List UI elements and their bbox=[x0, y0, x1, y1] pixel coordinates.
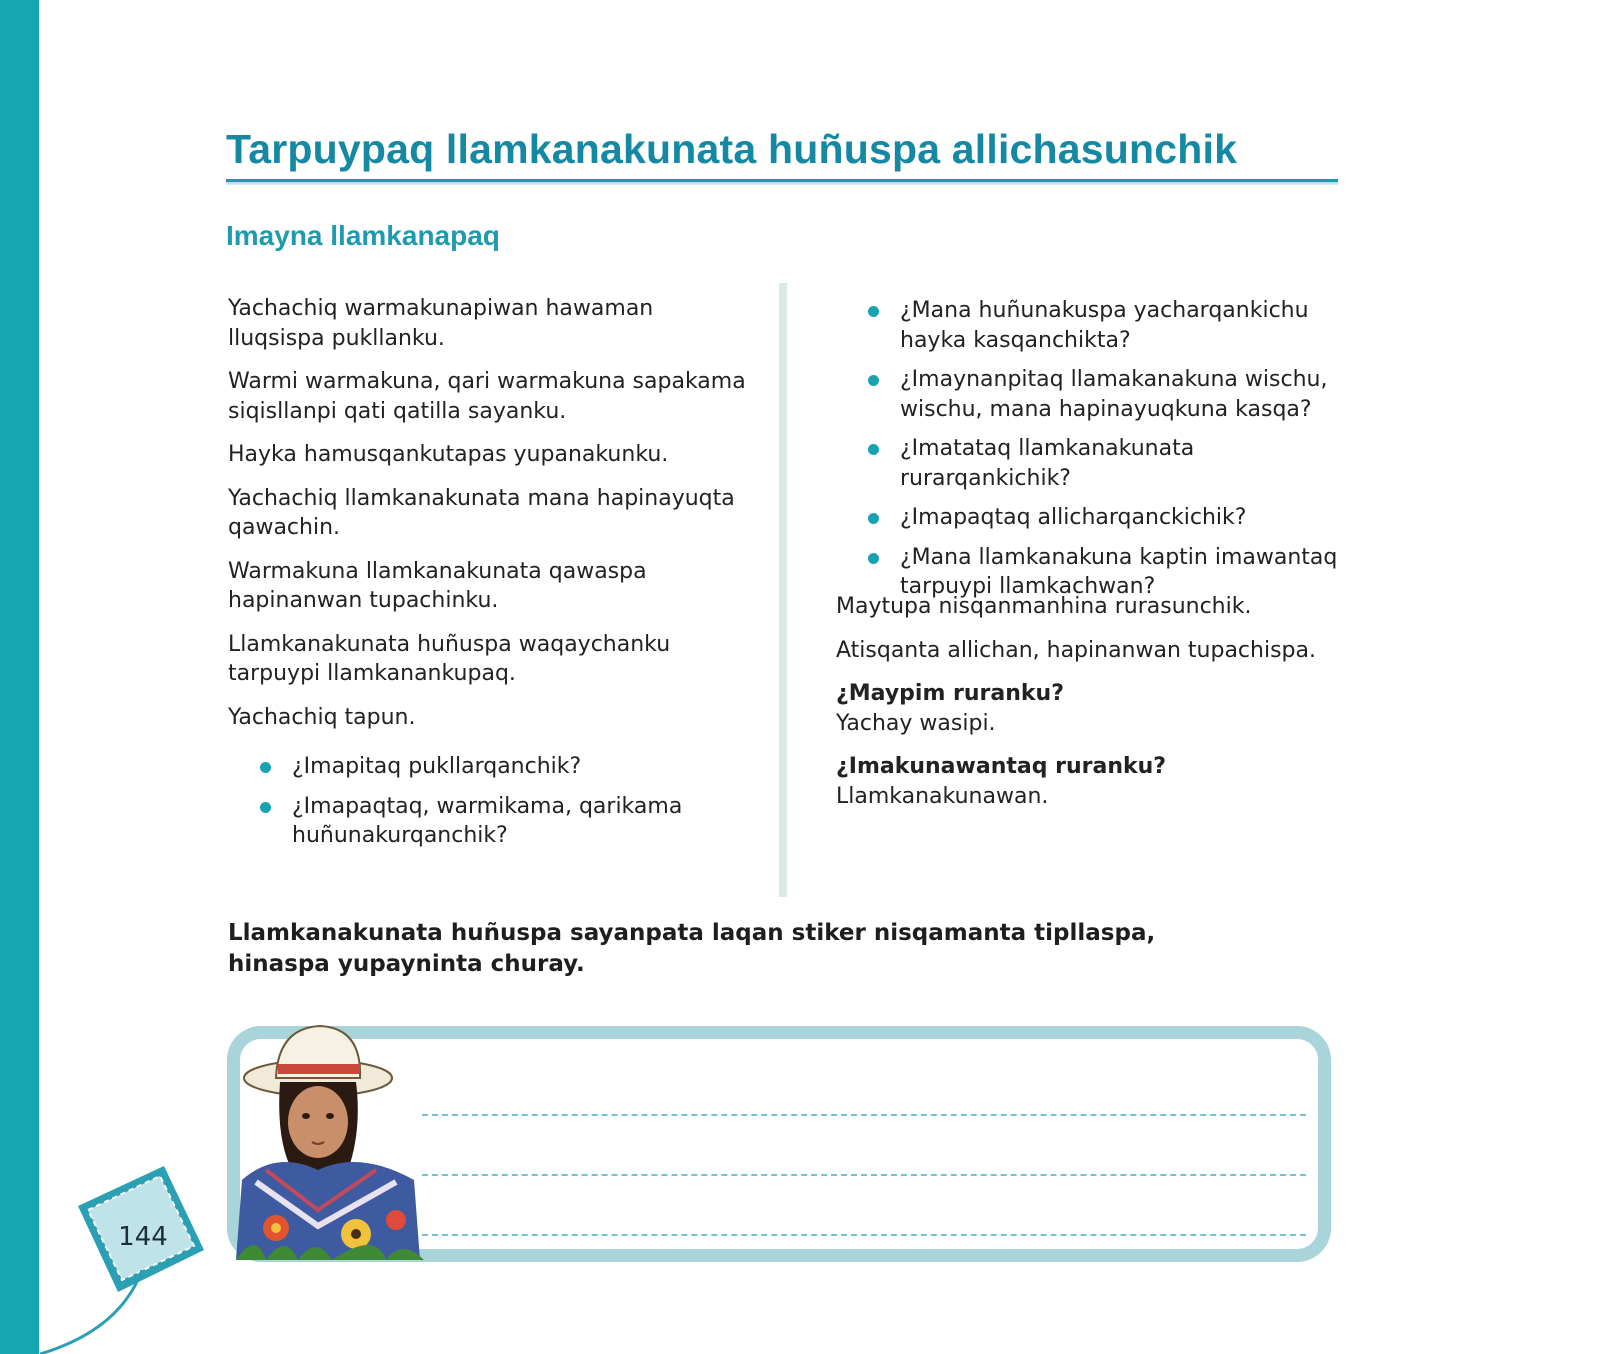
left-paragraph-4: Yachachiq llamkanakunata mana hapinayuqta qawachin. bbox=[228, 485, 735, 540]
qa-block-2 bbox=[836, 752, 1336, 811]
writing-line[interactable] bbox=[422, 1114, 1306, 1116]
list-item-text: ¿Imapaqtaq allicharqanckichik? bbox=[900, 505, 1247, 530]
bullet-icon bbox=[868, 306, 879, 317]
writing-line[interactable] bbox=[422, 1234, 1306, 1236]
answer-text: Llamkanakunawan. bbox=[836, 783, 1049, 809]
writing-line[interactable] bbox=[422, 1174, 1306, 1176]
qa-block-1 bbox=[836, 679, 1336, 738]
left-paragraph-3: Hayka hamusqankutapas yupanakunku. bbox=[228, 442, 669, 467]
right-question-list bbox=[868, 296, 1348, 612]
question-heading: ¿Imakunawantaq ruranku? bbox=[836, 754, 1167, 779]
bullet-icon bbox=[868, 375, 879, 386]
right-paragraph-2: Atisqanta allichan, hapinanwan tupachispa. bbox=[836, 637, 1316, 663]
right-column bbox=[836, 592, 1336, 825]
answer-text: Yachay wasipi. bbox=[836, 710, 996, 736]
left-question-list bbox=[260, 752, 740, 861]
bullet-icon bbox=[868, 553, 879, 564]
page-side-bar bbox=[0, 0, 39, 1354]
list-item-text: ¿Mana huñunakuspa yacharqankichu hayka kasqanchikta? bbox=[900, 298, 1309, 353]
bullet-icon bbox=[260, 762, 271, 773]
left-paragraph-2: Warmi warmakuna, qari warmakuna sapakama siqisllanpi qati qatilla sayanku. bbox=[228, 369, 746, 424]
tag-string bbox=[30, 1270, 150, 1354]
bullet-icon bbox=[260, 802, 271, 813]
list-item-text: ¿Imapaqtaq, warmikama, qarikama huñunakurqanchik? bbox=[292, 793, 683, 848]
page-title: Tarpuypaq llamkanakunata huñuspa allichasunchik bbox=[226, 126, 1238, 172]
bullet-icon bbox=[868, 513, 879, 524]
list-item-text: ¿Imaynanpitaq llamakanakuna wischu, wischu, mana hapinayuqkuna kasqa? bbox=[900, 367, 1328, 422]
list-item bbox=[868, 365, 1348, 424]
left-paragraph-1: Yachachiq warmakunapiwan hawaman lluqsispa pukllanku. bbox=[228, 296, 654, 351]
section-heading: Imayna llamkanapaq bbox=[226, 220, 500, 251]
list-item-text: ¿Mana llamkanakuna kaptin imawantaq tarpuypi llamkachwan? bbox=[900, 544, 1338, 599]
question-heading: ¿Maypim ruranku? bbox=[836, 681, 1064, 706]
left-paragraph-5: Warmakuna llamkanakunata qawaspa hapinanwan tupachinku. bbox=[228, 558, 647, 613]
list-item bbox=[868, 503, 1348, 533]
girl-illustration bbox=[236, 1020, 424, 1260]
list-item-text: ¿Imatataq llamkanakunata rurarqankichik? bbox=[900, 436, 1195, 491]
left-column bbox=[228, 294, 748, 746]
list-item bbox=[260, 752, 740, 782]
left-paragraph-6: Llamkanakunata huñuspa waqaychanku tarpuypi llamkanankupaq. bbox=[228, 631, 671, 686]
list-item bbox=[868, 434, 1348, 493]
column-divider bbox=[779, 283, 787, 897]
list-item bbox=[868, 296, 1348, 355]
list-item bbox=[260, 792, 740, 851]
bullet-icon bbox=[868, 444, 879, 455]
activity-instruction: Llamkanakunata huñuspa sayanpata laqan stiker nisqamanta tipllaspa, hinaspa yupayninta churay. bbox=[228, 920, 1156, 977]
left-paragraph-7: Yachachiq tapun. bbox=[228, 704, 416, 730]
page-number: 144 bbox=[118, 1222, 168, 1252]
title-underline bbox=[226, 179, 1338, 185]
right-paragraph-1: Maytupa nisqanmanhina rurasunchik. bbox=[836, 594, 1252, 619]
list-item-text: ¿Imapitaq pukllarqanchik? bbox=[292, 754, 582, 779]
